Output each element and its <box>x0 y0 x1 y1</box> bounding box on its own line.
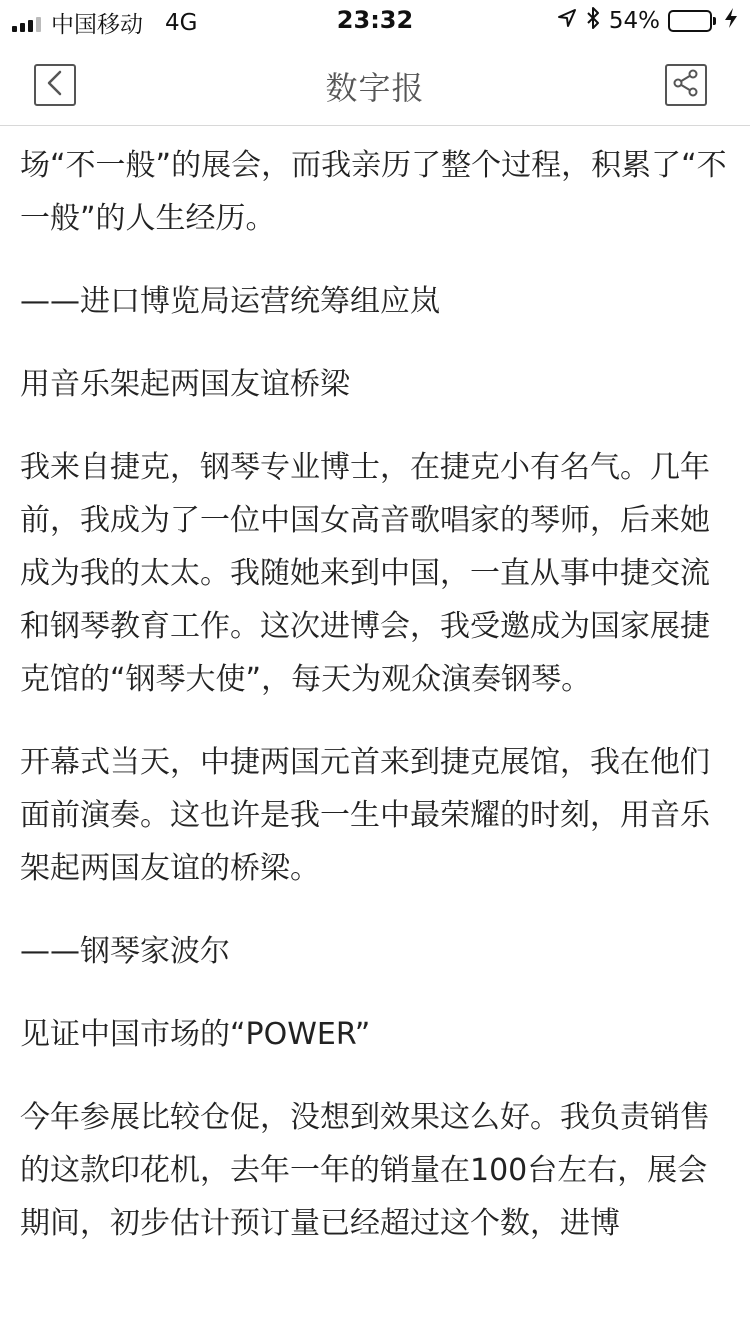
article-body <box>20 139 732 1280</box>
status-bar <box>0 0 750 40</box>
nav-bar <box>0 44 750 126</box>
bluetooth-icon <box>585 6 601 36</box>
article-paragraph: 今年参展比较仓促，没想到效果这么好。我负责销售的这款印花机，去年一年的销量在100台左右，展会期间，初步估计预订量已经超过这个数，进博 <box>20 1100 710 1241</box>
page-title: 数字报 <box>325 69 425 107</box>
article-paragraph: 场“不一般”的展会，而我亲历了整个过程，积累了“不一般”的人生经历。 <box>20 148 727 236</box>
share-button[interactable] <box>665 64 707 106</box>
article-attribution: ——钢琴家波尔 <box>20 934 230 969</box>
article-paragraph: 我来自捷克，钢琴专业博士，在捷克小有名气。几年前，我成为了一位中国女高音歌唱家的琴师，后来她成为我的太太。我随她来到中国，一直从事中捷交流和钢琴教育工作。这次进博会，我受邀成为国家展捷克馆的“钢琴大使”，每天为观众演奏钢琴。 <box>20 450 710 697</box>
charging-bolt-icon <box>724 7 738 35</box>
battery-icon <box>668 10 716 32</box>
carrier-name: 中国移动 <box>51 12 143 38</box>
article-subheading: 见证中国市场的“POWER” <box>20 1017 371 1052</box>
share-icon <box>672 69 700 101</box>
battery-percent: 54% <box>608 8 660 34</box>
status-right <box>557 6 738 36</box>
network-type: 4G <box>165 9 198 36</box>
article-attribution: ——进口博览局运营统筹组应岚 <box>20 284 440 319</box>
article-subheading: 用音乐架起两国友谊桥梁 <box>20 367 350 402</box>
article-paragraph: 开幕式当天，中捷两国元首来到捷克展馆，我在他们面前演奏。这也许是我一生中最荣耀的时刻，用音乐架起两国友谊的桥梁。 <box>20 745 710 886</box>
location-arrow-icon <box>557 8 577 34</box>
status-time: 23:32 <box>336 6 414 34</box>
